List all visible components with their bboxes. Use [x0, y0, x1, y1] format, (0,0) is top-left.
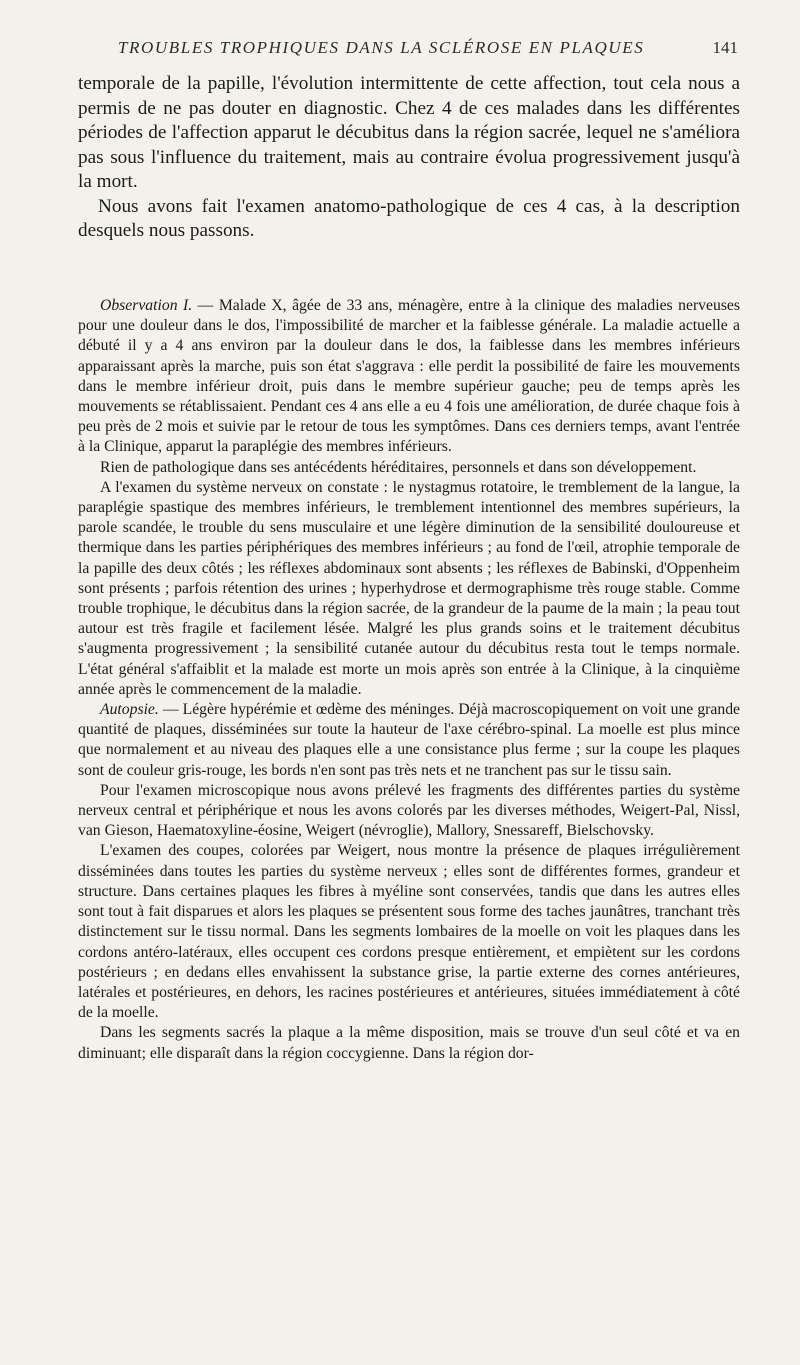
- paragraph: Pour l'examen microscopique nous avons prélevé les fragments des différentes parties du système nerveux central et périphérique et nous les avons colorés par les diverses méthodes, Weigert-Pal, Nissl, van Gieson, Haematoxyline-éosine, Weigert (névroglie), Mallory, Snessareff, Bielschovsky.: [78, 781, 740, 840]
- paragraph: Dans les segments sacrés la plaque a la même disposition, mais se trouve d'un seul côté et va en diminuant; elle disparaît dans la région coccygienne. Dans la région dor-: [78, 1024, 740, 1062]
- autopsie-text: — Légère hypérémie et œdème des méninges. Déjà macroscopiquement on voit une grande quantité de plaques, disséminées sur toute la hauteur de l'axe cérébro-spinal. La moelle est plus mince que normalement et au niveau des plaques elle a une consistance plus ferme ; sur la coupe les plaques sont de couleur gris-rouge, les bords n'en sont pas très nets et ne tranchent pas sur le tissu sain.: [78, 701, 740, 779]
- body-text: [78, 296, 740, 1064]
- running-title: TROUBLES TROPHIQUES DANS LA SCLÉROSE EN PLAQUES: [118, 38, 645, 57]
- observation-paragraph: [78, 296, 740, 458]
- paragraph: temporale de la papille, l'évolution intermittente de cette affection, tout cela nous a permis de ne pas douter en diagnostic. Chez 4 de ces malades dans les différentes périodes de l'affection apparut le décubitus dans la région sacrée, lequel ne s'améliora pas sous l'influence du traitement, mais au contraire évolua progressivement jusqu'à la mort.: [78, 73, 740, 192]
- paragraph: Rien de pathologique dans ses antécédents héréditaires, personnels et dans son développement.: [100, 458, 697, 476]
- paragraph: Nous avons fait l'examen anatomo-pathologique de ces 4 cas, à la description desquels nous passons.: [78, 195, 740, 241]
- page-number: 141: [712, 38, 738, 57]
- observation-heading: Observation I.: [100, 297, 193, 314]
- autopsie-paragraph: [78, 700, 740, 781]
- intro-text: [78, 72, 740, 244]
- observation-text: — Malade X, âgée de 33 ans, ménagère, entre à la clinique des maladies nerveuses pour une douleur dans le dos, l'impossibilité de marcher et la faiblesse générale. La maladie actuelle a débuté il y a 4 ans environ par la douleur dans le dos, la faiblesse dans les membres inférieurs apparaissant après la marche, puis son état s'aggrava : elle perdit la possibilité de faire les mouvements dans le membre inférieur droit, puis dans le membre supérieur gauche; peu de temps après les mouvements se rétablissaient. Pendant ces 4 ans elle a eu 4 fois une amélioration, de durée chaque fois à peu près de 2 mois et suivie par le retour de tous les symptômes. Dans ces derniers temps, avant l'entrée à la Clinique, apparut la paraplégie des membres inférieurs.: [78, 297, 740, 456]
- page-header: [118, 38, 738, 58]
- paragraph: L'examen des coupes, colorées par Weigert, nous montre la présence de plaques irrégulièrement disséminées dans toutes les parties du système nerveux ; elles sont de différentes formes, grandeur et structure. Dans certaines plaques les fibres à myéline sont conservées, tandis que dans les autres elles sont tout à fait disparues et alors les plaques se présentent sous forme des taches jaunâtres, tranchant très distinctement sur le tissu normal. Dans les segments lombaires de la moelle on voit les plaques dans les cordons antéro-latéraux, elles occupent ces cordons presque entièrement, et empiètent sur les cordons postérieurs ; en dedans elles envahissent la substance grise, la partie externe des cornes antérieures, latérales et postérieures, en dehors, les racines postérieures et antérieures, situées immédiatement à côté de la moelle.: [78, 842, 740, 1022]
- autopsie-heading: Autopsie.: [100, 701, 159, 719]
- paragraph: A l'examen du système nerveux on constate : le nystagmus rotatoire, le tremblement de la langue, la paraplégie spastique des membres inférieurs, le tremblement intentionnel des membres supérieurs, la parole scandée, le trouble du sens musculaire et une légère diminution de la sensibilité douloureuse et thermique dans les parties périphériques des membres inférieurs ; au fond de l'œil, atrophie temporale de la papille des deux côtés ; les réflexes abdominaux sont absents ; les réflexes de Babinski, d'Oppenheim sont présents ; parfois rétention des urines ; hyperhydrose et dermographisme très rouge stable. Comme trouble trophique, le décubitus dans la région sacrée, de la grandeur de la paume de la main ; la peau tout autour est très fragile et facilement lésée. Malgré les plus grands soins et le traitement décubitus s'augmenta progressivement ; la sensibilité cutanée autour du décubitus resta tout le temps normale. L'état général s'affaiblit et la malade est morte un mois après son entrée à la Clinique, à la cinquième année après le commencement de la maladie.: [78, 478, 740, 698]
